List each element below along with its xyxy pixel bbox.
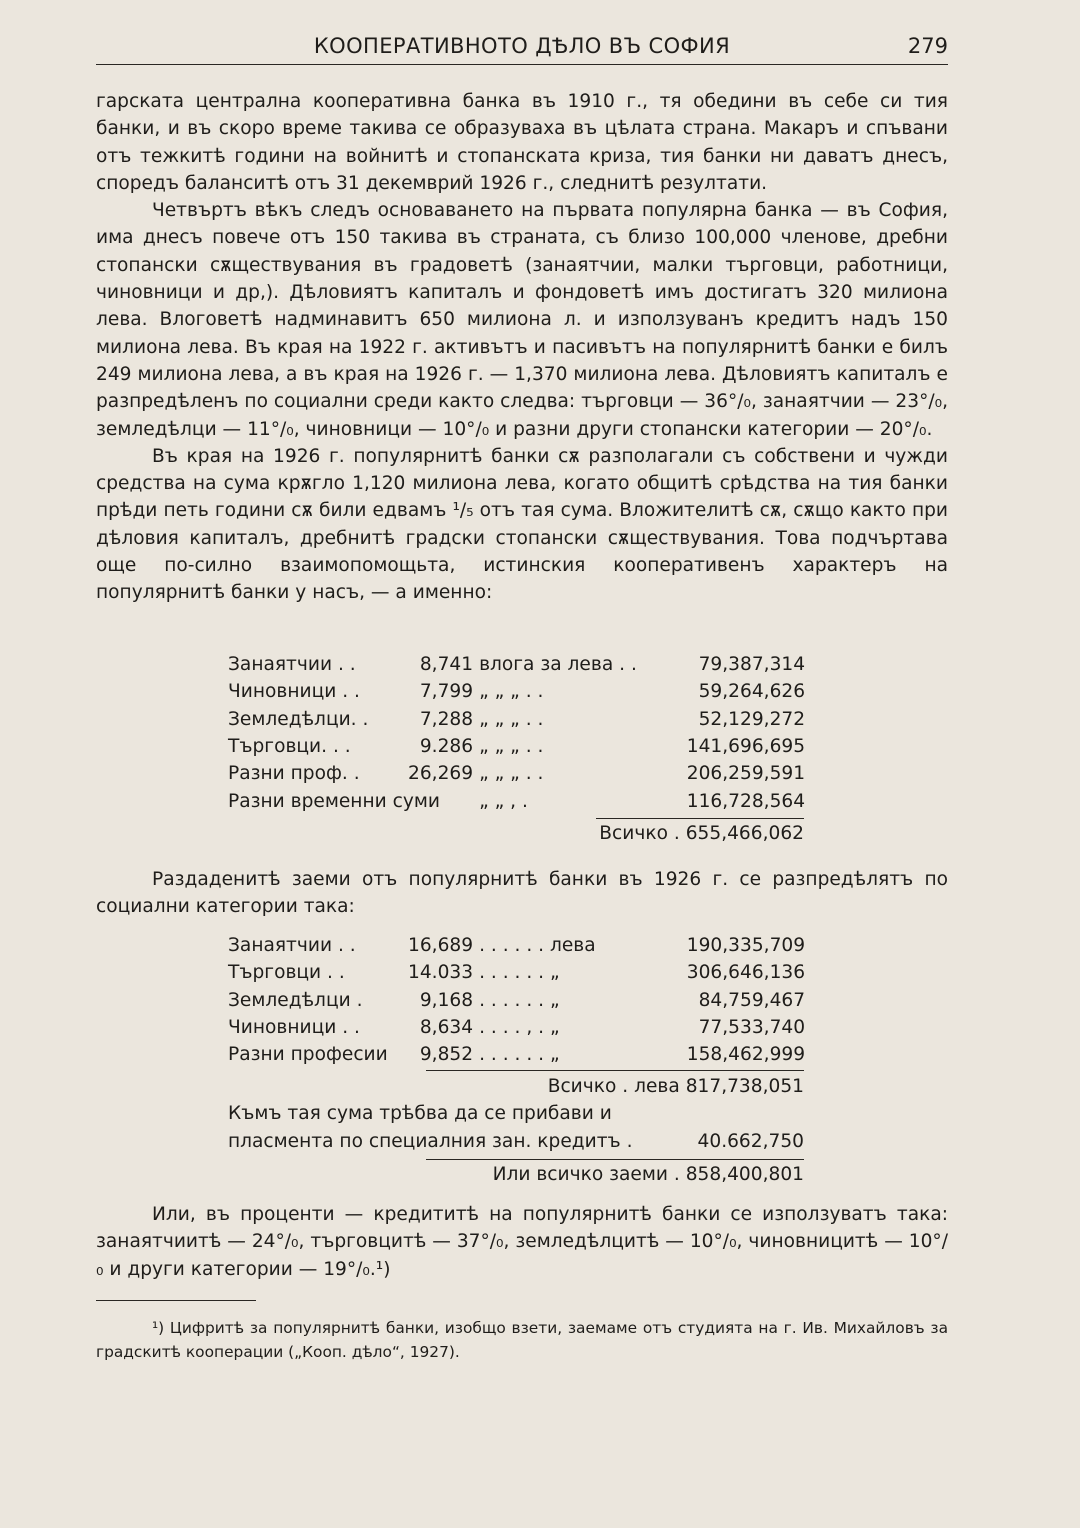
loan-count: 9,852 — [419, 1044, 474, 1066]
deposits-total-rule — [596, 818, 804, 819]
loans-total-label: Всичко . лева — [547, 1076, 680, 1097]
loans-intro: Раздаденитѣ заеми отъ популярнитѣ банки въ 1926 г. се разпредѣлятъ по социални категории така: — [96, 869, 948, 918]
loans-table — [228, 932, 805, 1068]
deposit-label: Разни проф. . — [228, 763, 360, 785]
table-row — [228, 706, 805, 733]
deposits-total-value: 655,466,062 — [685, 823, 804, 844]
loan-count: 16,689 — [408, 935, 474, 957]
loans-grand-total-label: Или всичко заеми . — [492, 1164, 680, 1185]
table-row — [228, 678, 805, 705]
loans-addition-amount: 40.662,750 — [697, 1131, 804, 1152]
loan-amount: 306,646,136 — [686, 962, 806, 984]
deposits-total-label: Всичко . — [599, 823, 680, 844]
footnote — [96, 1316, 948, 1364]
loan-label: Чиновници . . — [228, 1017, 360, 1039]
deposit-amount: 59,264,626 — [698, 681, 806, 703]
deposit-count: 9.286 — [419, 736, 474, 758]
loan-amount: 158,462,999 — [686, 1044, 806, 1066]
table-row — [228, 760, 805, 787]
loan-count: 8,634 — [419, 1017, 474, 1039]
loan-unit: . . . . , . „ — [479, 1017, 560, 1039]
table-row — [228, 733, 805, 760]
deposit-count: 8,741 — [419, 654, 474, 676]
loans-addition-line2 — [228, 1131, 804, 1152]
loans-addition-line1: Къмъ тая сума трѣбва да се прибави и — [228, 1103, 612, 1124]
closing-paragraph: Или, въ проценти — кредититѣ на популярнитѣ банки се използуватъ така: занаятчиитѣ — 24°/₀, търговцитѣ — 37°/₀, земледѣлцитѣ — 10°/₀, чиновницитѣ — 10°/₀ и други категории — 19°/₀.¹) — [96, 1204, 948, 1280]
deposit-amount: 52,129,272 — [698, 708, 806, 730]
deposit-amount: 116,728,564 — [686, 790, 806, 812]
page-number: 279 — [907, 34, 948, 58]
deposit-unit: „ „ „ . . — [479, 763, 544, 785]
running-title: КООПЕРАТИВНОТО ДѢЛО ВЪ СОФИЯ — [313, 34, 731, 58]
loan-count: 14.033 — [408, 962, 474, 984]
loans-total-line — [480, 1076, 804, 1097]
loans-total-rule — [426, 1070, 804, 1071]
loans-grand-total-line — [440, 1164, 804, 1185]
table-row — [228, 932, 805, 959]
loan-amount: 77,533,740 — [698, 1017, 806, 1039]
deposit-label: Разни временни суми — [228, 790, 440, 812]
deposit-label: Чиновници . . — [228, 681, 360, 703]
table-row — [228, 1014, 805, 1041]
deposit-count: 26,269 — [408, 763, 474, 785]
table-row — [228, 959, 805, 986]
deposit-unit: „ „ „ . . — [479, 736, 544, 758]
loan-count: 9,168 — [419, 989, 474, 1011]
deposit-count: 7,288 — [419, 708, 474, 730]
deposit-unit: „ „ , . — [479, 790, 528, 812]
deposits-total-line — [560, 823, 804, 844]
loan-amount: 84,759,467 — [698, 989, 806, 1011]
table-row — [228, 1041, 805, 1068]
paragraph-3: Въ края на 1926 г. популярнитѣ банки сѫ разполагали съ собствени и чужди средства на сума крѫгло 1,120 милиона лева, когато общитѣ срѣдства на тия банки прѣди петь години сѫ били едвамъ ¹/₅ отъ тая сума. Вложителитѣ сѫ, сѫщо както при дѣловия капиталъ, дребнитѣ градски стопански сѫществувания. Това подчъртава още по-силно взаимопомощьта, истинския кооперативенъ характеръ на популярнитѣ банки у насъ, — а именно: — [96, 445, 948, 604]
footnote-rule — [96, 1300, 256, 1301]
footnote-text: ¹) Цифритѣ за популярнитѣ банки, изобщо взети, заемаме отъ студията на г. Ив. Михайловъ за градскитѣ кооперации („Кооп. дѣло“, 1927). — [96, 1319, 948, 1361]
table-row — [228, 987, 805, 1014]
deposit-count: 7,799 — [419, 681, 474, 703]
loans-addition-label: пласмента по специалния зан. кредитъ . — [228, 1131, 633, 1152]
deposit-label: Занаятчии . . — [228, 654, 356, 676]
loans-grand-total-rule — [426, 1159, 804, 1160]
table-row — [228, 787, 805, 814]
deposits-table — [228, 651, 805, 815]
deposit-unit: влога за лева . . — [479, 654, 637, 676]
deposit-unit: „ „ „ . . — [479, 708, 544, 730]
deposit-label: Търговци. . . — [228, 736, 351, 758]
loan-label: Търговци . . — [228, 962, 345, 984]
loan-label: Разни професии — [228, 1044, 388, 1066]
deposit-unit: „ „ „ . . — [479, 681, 544, 703]
loan-unit: . . . . . . „ — [479, 1044, 560, 1066]
loan-label: Земледѣлци . — [228, 989, 363, 1011]
loans-total-value: 817,738,051 — [685, 1076, 804, 1097]
loan-amount: 190,335,709 — [686, 935, 806, 957]
deposit-amount: 79,387,314 — [698, 654, 806, 676]
loan-unit: . . . . . . „ — [479, 989, 560, 1011]
paragraph-2: Четвъртъ вѣкъ следъ основаването на първата популярна банка — въ София, има днесъ повече отъ 150 такива въ страната, съ близо 100,000 членове, дребни стопански сѫществувания въ градоветѣ (занаятчии, малки търговци, работници, чиновници и др,). Дѣловиятъ капиталъ и фондоветѣ имъ достигатъ 320 милиона лева. Влоговетѣ надминавитъ 650 милиона л. и използуванъ кредитъ надъ 150 милиона лева. Въ края на 1922 г. активътъ и пасивътъ на популярнитѣ банки е билъ 249 милиона лева, а въ края на 1926 г. — 1,370 милиона лева. Дѣловиятъ капиталъ е разпредѣленъ по социални среди както следва: търговци — 36°/₀, занаятчии — 23°/₀, земледѣлци — 11°/₀, чиновници — 10°/₀ и разни други стопански категории — 20°/₀. — [96, 200, 948, 440]
loans-grand-total-value: 858,400,801 — [685, 1164, 804, 1185]
paragraph-1: гарската централна кооперативна банка въ 1910 г., тя обедини въ себе си тия банки, и въ скоро време такива се образуваха въ цѣлата страна. Макаръ и спъвани отъ тежкитѣ години на войнитѣ и стопанската криза, тия банки ни даватъ днесъ, споредъ баланситѣ отъ 31 декемврий 1926 г., следнитѣ резултати. — [96, 91, 948, 194]
deposit-label: Земледѣлци. . — [228, 708, 369, 730]
table-row — [228, 651, 805, 678]
loan-unit: . . . . . . лева — [479, 935, 596, 957]
loan-label: Занаятчии . . — [228, 935, 356, 957]
main-text — [96, 88, 948, 607]
deposit-amount: 206,259,591 — [686, 763, 806, 785]
page-header — [96, 30, 948, 65]
deposit-amount: 141,696,695 — [686, 736, 806, 758]
loan-unit: . . . . . . „ — [479, 962, 560, 984]
